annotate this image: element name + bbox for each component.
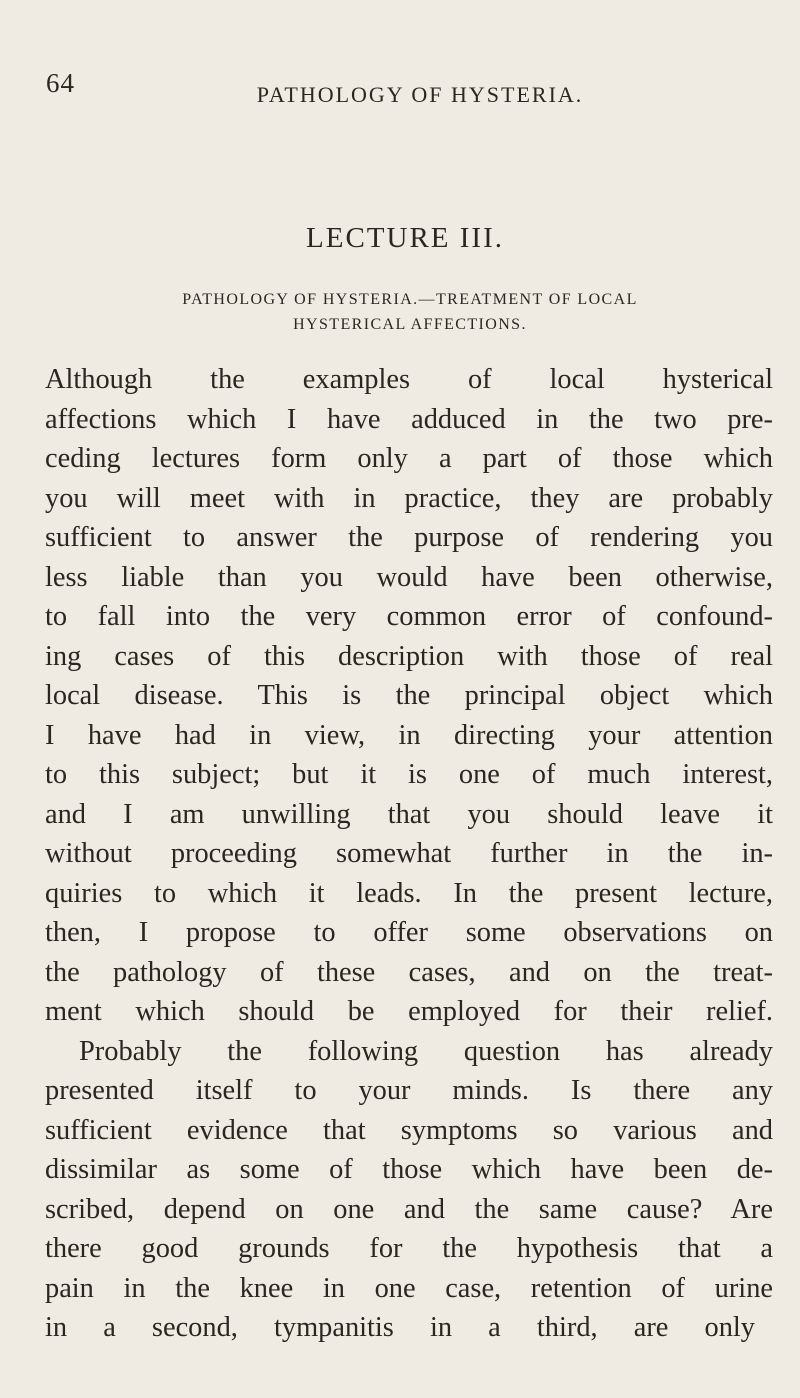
body-line: scribed, depend on one and the same cause? Are <box>45 1193 773 1225</box>
body-line: less liable than you would have been otherwise, <box>45 561 773 593</box>
body-line: affections which I have adduced in the two pre- <box>45 403 773 435</box>
body-line: ing cases of this description with those of real <box>45 640 773 672</box>
running-title: PATHOLOGY OF HYSTERIA. <box>256 82 584 107</box>
body-line: in a second, tympanitis in a third, are only <box>45 1312 755 1343</box>
body-line: the pathology of these cases, and on the treat- <box>45 956 773 988</box>
body-line: there good grounds for the hypothesis that a <box>45 1233 773 1264</box>
subtitle-line: PATHOLOGY OF HYSTERIA.—TREATMENT OF LOCAL <box>182 291 638 308</box>
body-line: dissimilar as some of those which have been de- <box>45 1154 773 1185</box>
body-line: Although the examples of local hysterical <box>45 364 773 395</box>
lecture-subtitle <box>60 287 760 337</box>
body-line: sufficient to answer the purpose of rendering you <box>45 522 773 553</box>
body-line: quiries to which it leads. In the present lecture, <box>45 877 773 909</box>
body-line: presented itself to your minds. Is there any <box>45 1075 773 1106</box>
subtitle-line: HYSTERICAL AFFECTIONS. <box>293 316 527 333</box>
body-line: and I am unwilling that you should leave it <box>45 798 773 830</box>
lecture-title: LECTURE III. <box>306 222 504 254</box>
body-line: ceding lectures form only a part of those which <box>45 443 773 474</box>
page-number: 64 <box>46 68 75 98</box>
body-line: ment which should be employed for their relief. <box>45 996 773 1027</box>
body-text <box>45 360 773 1348</box>
body-line: without proceeding somewhat further in the in- <box>45 838 773 869</box>
body-line: local disease. This is the principal object which <box>45 680 773 711</box>
body-line: sufficient evidence that symptoms so various and <box>45 1114 773 1146</box>
body-line: I have had in view, in directing your attention <box>45 719 773 751</box>
body-line: you will meet with in practice, they are probably <box>45 482 773 514</box>
body-line: pain in the knee in one case, retention of urine <box>45 1272 773 1304</box>
body-line: to this subject; but it is one of much interest, <box>45 759 773 790</box>
body-line: Probably the following question has already <box>79 1035 773 1067</box>
body-line: to fall into the very common error of confound- <box>45 601 773 632</box>
body-line: then, I propose to offer some observations on <box>45 917 773 948</box>
